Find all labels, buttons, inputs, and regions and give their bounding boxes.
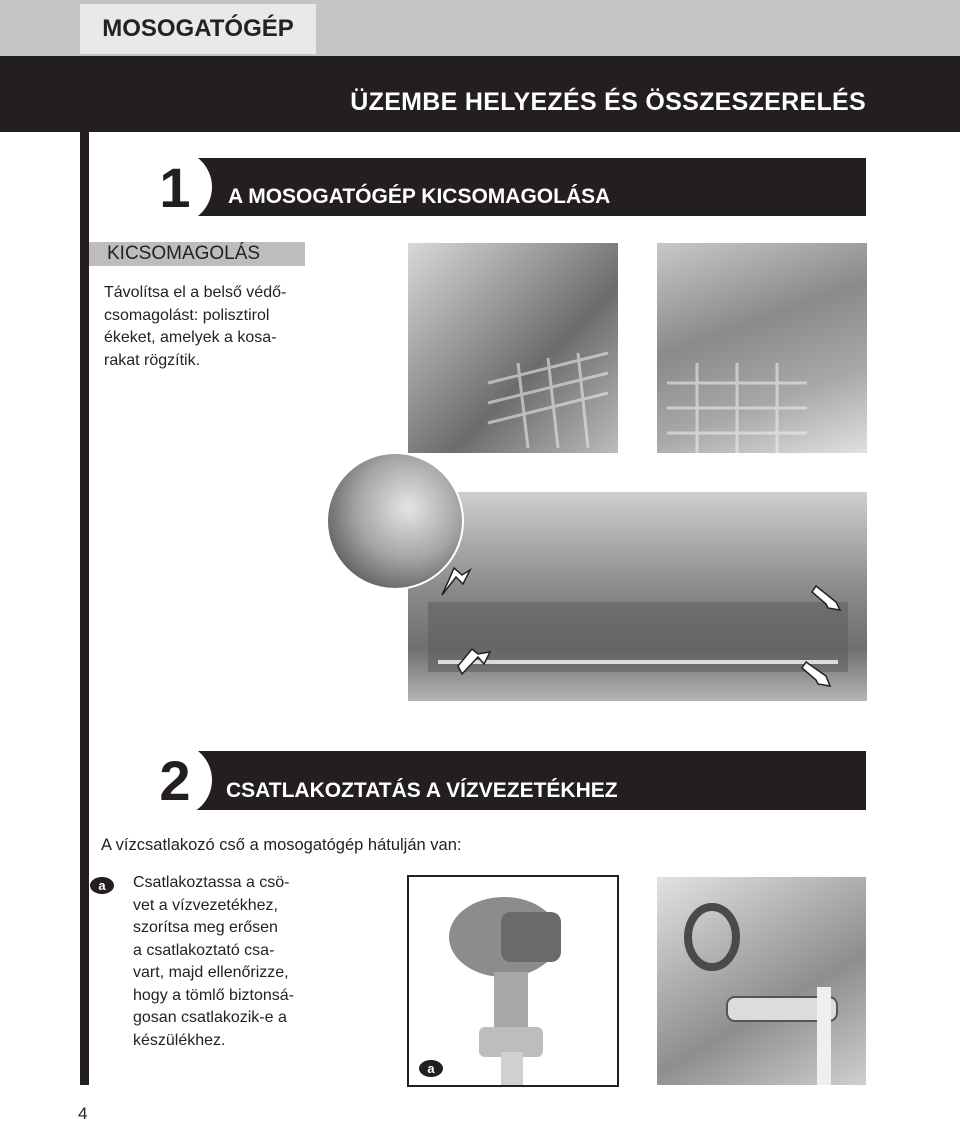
section2-number: 2 (138, 743, 212, 817)
text-line: gosan csatlakozik-e a (133, 1009, 287, 1026)
section1-subheader: KICSOMAGOLÁS (89, 242, 305, 266)
text-line: szorítsa meg erősen (133, 919, 278, 936)
section2-title: CSATLAKOZTATÁS A VÍZVEZETÉKHEZ (226, 779, 618, 802)
interior-sketch (408, 492, 867, 701)
vertical-rule (80, 130, 89, 1085)
step-marker: a (90, 877, 114, 894)
image-marker: a (419, 1060, 443, 1077)
text-line: vart, majd ellenőrizze, (133, 964, 289, 981)
section1-number: 1 (138, 150, 212, 224)
section1-title: A MOSOGATÓGÉP KICSOMAGOLÁSA (228, 185, 611, 208)
text-line: vet a vízvezetékhez, (133, 896, 278, 914)
connector-sketch (409, 877, 617, 1085)
text-line: ékeket, amelyek a kosa- (104, 329, 277, 346)
section2-step-text (133, 872, 311, 1052)
hose-connector-photo (407, 875, 619, 1087)
unpacking-photo-2 (657, 243, 867, 453)
arrow-icon (442, 568, 470, 595)
basket-sketch (408, 243, 618, 453)
text-line: hogy a tömlő biztonsá- (133, 986, 294, 1004)
page-title: ÜZEMBE HELYEZÉS ÉS ÖSSZESZERELÉS (350, 88, 866, 116)
text-line: rakat rögzítik. (104, 351, 201, 369)
zoom-detail-photo (326, 452, 464, 590)
section1-text (104, 282, 304, 372)
page-number: 4 (78, 1104, 88, 1123)
unpacking-photo-1 (408, 243, 618, 453)
appliance-back-photo (657, 877, 866, 1085)
text-line: Távolítsa el a belső védő- (104, 284, 287, 301)
text-line: a csatlakoztató csa- (133, 941, 275, 959)
text-line: csomagolást: polisztirol (104, 306, 270, 324)
brand-label: MOSOGATÓGÉP (80, 4, 316, 54)
text-line: Csatlakoztassa a csö- (133, 874, 290, 891)
basket-sketch (657, 243, 867, 453)
section2-intro: A vízcsatlakozó cső a mosogatógép hátulján van: (101, 836, 462, 854)
back-sketch (657, 877, 866, 1085)
text-line: készülékhez. (133, 1031, 226, 1049)
dishwasher-interior-photo (408, 492, 867, 701)
